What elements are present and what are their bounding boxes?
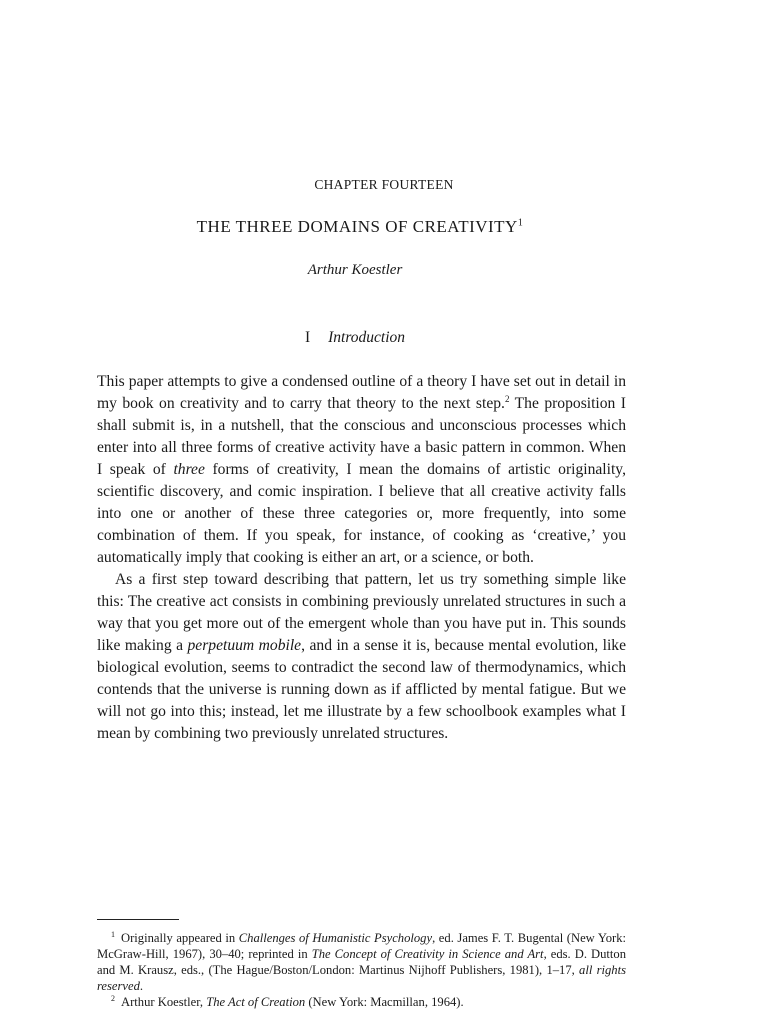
footnote-2-text-a: Arthur Koestler, [121,995,207,1009]
paragraph-1 [97,371,626,569]
footnote-1-text-d: . [139,979,144,993]
title-footnote-marker[interactable]: 1 [517,217,524,229]
paragraph-1-text-a: This paper attempts to give a condensed outline of a theory I have set out in detail in my book on creativity and to carry that theory to the next step. [97,373,626,412]
footnote-divider [97,919,179,920]
section-name: Introduction [328,329,406,346]
paragraph-2-emphasis: perpetuum mobile [187,637,302,654]
chapter-title-text: THE THREE DOMAINS OF CREATIVITY [196,217,518,236]
paragraph-1-text-b: The proposition I shall submit is, in a nutshell, that the conscious and unconscious processes which enter into all three forms of creative activity have a basic pattern in common. When I speak of [97,395,627,478]
paragraph-2-text-b: , and in a sense it is, because mental evolution, like biological evolution, seems to contradict the second law of thermodynamics, which contends that the universe is running down as if afflicted by mental fatigue. But we will not go into this; instead, let me illustrate by a few schoolbook examples what I mean by combining two previously unrelated structures. [97,637,626,742]
footnote-2-title: The Act of Creation [206,995,306,1009]
footnote-1-title-1: Challenges of Humanistic Psychology [238,931,433,945]
footnote-1 [97,930,626,994]
footnote-1-text-b: , ed. James F. T. Bugental (New York: McGraw-Hill, 1967), 30–40; reprinted in [97,931,627,961]
body-text [97,371,626,745]
footnote-1-marker: 1 [111,929,115,939]
footnote-1-rights: all rights reserved [97,963,626,993]
footnote-1-title-2: The Concept of Creativity in Science and Art [311,947,544,961]
footnote-2 [97,994,626,1010]
footnotes [97,930,626,1010]
footnote-1-text-a: Originally appeared in [121,931,239,945]
chapter-label: CHAPTER FOURTEEN [314,177,454,192]
footnote-2-marker: 2 [111,993,115,1003]
footnote-ref-2[interactable]: 2 [504,393,510,404]
chapter-title [0,217,720,237]
footnote-1-text-c: , eds. D. Dutton and M. Krausz, eds., (The Hague/Boston/London: Martinus Nijhoff Publishers, 1981), 1–17, [97,947,627,977]
paragraph-1-emphasis: three [173,461,205,478]
footnote-2-text-b: (New York: Macmillan, 1964). [305,995,464,1009]
paragraph-2 [97,569,626,745]
paragraph-2-text-a: As a first step toward describing that pattern, let us try something simple like this: The creative act consists in combining previously unrelated structures in such a way that you get more out of the emergent whole than you have put in. This sounds like making a [97,571,626,654]
section-heading [0,329,710,347]
author-name: Arthur Koestler [307,262,403,278]
paragraph-1-text-c: forms of creativity, I mean the domains of artistic originality, scientific discovery, and comic inspiration. I believe that all creative activity falls into one or another of these three categories or, more frequently, into some combination of them. If you speak, for instance, of cooking as ‘creative,’ you automatically imply that cooking is either an art, or a science, or both. [97,461,626,566]
section-number: I [304,329,311,346]
